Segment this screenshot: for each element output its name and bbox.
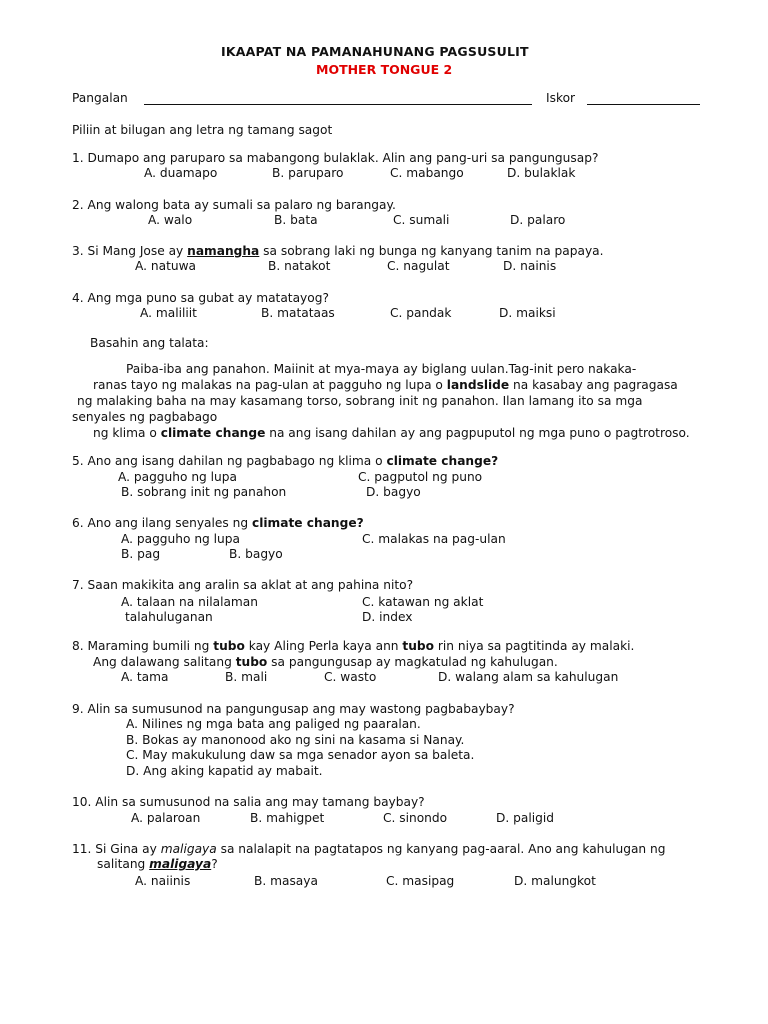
question-2: 2. Ang walong bata ay sumali sa palaro ng barangay. [72, 198, 396, 212]
q8-text-5: sa pangungusap ay magkatulad ng kahulugan. [267, 655, 558, 669]
q3-choice-d[interactable]: D. nainis [503, 259, 557, 273]
q2-choice-a[interactable]: A. walo [148, 213, 193, 227]
passage-line-5-end: na ang isang dahilan ay ang pagpuputol ng mga puno o pagtrotroso. [265, 426, 690, 440]
q11-text-2: sa nalalapit na pagtatapos ng kanyang pag-aaral. Ano ang kahulugan ng [216, 842, 666, 856]
q8-text-1: 8. Maraming bumili ng [72, 639, 214, 653]
passage-term-climate-change: climate change [160, 426, 266, 440]
q5-text-start: 5. Ano ang isang dahilan ng pagbabago ng klima o [72, 454, 387, 468]
score-label: Iskor [546, 91, 576, 105]
q6-choice-a[interactable]: A. pagguho ng lupa [121, 532, 240, 546]
q7-choice-b[interactable]: talahuluganan [125, 610, 213, 624]
q5-choice-c[interactable]: C. pagputol ng puno [358, 470, 483, 484]
question-10: 10. Alin sa sumusunod na salia ang may tamang baybay? [72, 795, 425, 809]
q5-choice-b[interactable]: B. sobrang init ng panahon [121, 485, 287, 499]
question-3 [72, 244, 604, 259]
question-7: 7. Saan makikita ang aralin sa aklat at ang pahina nito? [72, 578, 414, 592]
q3-text-start: 3. Si Mang Jose ay [72, 244, 188, 258]
q5-choice-a[interactable]: A. pagguho ng lupa [118, 470, 237, 484]
question-1: 1. Dumapo ang paruparo sa mabangong bulaklak. Alin ang pang-uri sa pangungusap? [72, 151, 599, 165]
q10-choice-c[interactable]: C. sinondo [383, 811, 448, 825]
q5-choice-d[interactable]: D. bagyo [366, 485, 421, 499]
instructions: Piliin at bilugan ang letra ng tamang sagot [72, 123, 333, 137]
q8-choice-b[interactable]: B. mali [225, 670, 268, 684]
q11-choice-a[interactable]: A. naiinis [135, 874, 191, 888]
name-label: Pangalan [72, 91, 128, 105]
q6-bold-term: climate change? [251, 516, 364, 530]
q8-text-4: Ang dalawang salitang [93, 655, 236, 669]
q8-term-tubo-2: tubo [402, 639, 435, 653]
question-6 [72, 516, 364, 531]
passage-term-landslide: landslide [446, 378, 510, 392]
q11-choice-c[interactable]: C. masipag [386, 874, 455, 888]
question-11-line-2 [97, 857, 218, 872]
q6-choice-d[interactable]: B. bagyo [229, 547, 283, 561]
q10-choice-b[interactable]: B. mahigpet [250, 811, 325, 825]
q3-text-end: sa sobrang laki ng bunga ng kanyang tanim na papaya. [259, 244, 604, 258]
q6-choice-c[interactable]: C. malakas na pag-ulan [362, 532, 506, 546]
passage-line-5-start: ng klima o [93, 426, 161, 440]
q3-choice-c[interactable]: C. nagulat [387, 259, 450, 273]
q8-choice-c[interactable]: C. wasto [324, 670, 377, 684]
question-9: 9. Alin sa sumusunod na pangungusap ang may wastong pagbabaybay? [72, 702, 515, 716]
q7-choice-c[interactable]: C. katawan ng aklat [362, 595, 484, 609]
q11-term-maligaya-2: maligaya [149, 857, 212, 871]
passage-line-3: ng malaking baha na may kasamang torso, sobrang init ng panahon. Ilan lamang ito sa mga [77, 394, 643, 408]
q2-choice-c[interactable]: C. sumali [393, 213, 450, 227]
score-blank-line[interactable] [587, 104, 700, 105]
q1-choice-b[interactable]: B. paruparo [272, 166, 344, 180]
q3-choice-b[interactable]: B. natakot [268, 259, 331, 273]
passage-line-2-end: na kasabay ang pagragasa [509, 378, 678, 392]
q11-choice-b[interactable]: B. masaya [254, 874, 318, 888]
q9-choice-a[interactable]: A. Nilines ng mga bata ang paliged ng paaralan. [126, 717, 421, 731]
q10-choice-a[interactable]: A. palaroan [131, 811, 201, 825]
question-5 [72, 454, 498, 469]
q4-choice-a[interactable]: A. maliliit [140, 306, 197, 320]
q8-term-tubo-1: tubo [213, 639, 245, 653]
q9-choice-b[interactable]: B. Bokas ay manonood ako ng sini na kasama si Nanay. [126, 733, 465, 747]
q8-choice-d[interactable]: D. walang alam sa kahulugan [438, 670, 619, 684]
q6-choice-b[interactable]: B. pag [121, 547, 161, 561]
q3-choice-a[interactable]: A. natuwa [135, 259, 197, 273]
name-blank-line[interactable] [144, 104, 532, 105]
passage-line-2-start: ranas tayo ng malakas na pag-ulan at pagguho ng lupa o [93, 378, 447, 392]
q6-text-start: 6. Ano ang ilang senyales ng [72, 516, 252, 530]
q4-choice-b[interactable]: B. matataas [261, 306, 335, 320]
q9-choice-c[interactable]: C. May makukulung daw sa mga senador ayon sa baleta. [126, 748, 475, 762]
q1-choice-c[interactable]: C. mabango [390, 166, 464, 180]
q8-choice-a[interactable]: A. tama [121, 670, 169, 684]
q8-text-2: kay Aling Perla kaya ann [244, 639, 403, 653]
q11-text-1: 11. Si Gina ay [72, 842, 161, 856]
exam-title: IKAAPAT NA PAMANAHUNANG PAGSUSULIT [221, 44, 529, 59]
q1-choice-a[interactable]: A. duamapo [144, 166, 218, 180]
q2-choice-d[interactable]: D. palaro [510, 213, 566, 227]
q4-choice-c[interactable]: C. pandak [390, 306, 452, 320]
question-11-line-1 [72, 842, 665, 857]
q11-choice-d[interactable]: D. malungkot [514, 874, 596, 888]
q10-choice-d[interactable]: D. paligid [496, 811, 554, 825]
q5-bold-term: climate change? [386, 454, 499, 468]
q1-choice-d[interactable]: D. bulaklak [507, 166, 576, 180]
q11-term-maligaya-1: maligaya [160, 842, 217, 856]
passage-line-2 [93, 378, 678, 393]
q7-choice-a[interactable]: A. talaan na nilalaman [121, 595, 258, 609]
passage-label: Basahin ang talata: [90, 336, 209, 350]
q7-choice-d[interactable]: D. index [362, 610, 413, 624]
q8-text-3: rin niya sa pagtitinda ay malaki. [434, 639, 635, 653]
question-4: 4. Ang mga puno sa gubat ay matatayog? [72, 291, 329, 305]
question-8-line-1 [72, 639, 634, 654]
q3-emphasized-word: namangha [187, 244, 260, 258]
q11-text-4: ? [211, 857, 218, 871]
q8-term-tubo-3: tubo [235, 655, 268, 669]
q2-choice-b[interactable]: B. bata [274, 213, 318, 227]
q11-text-3: salitang [97, 857, 150, 871]
question-8-line-2 [93, 655, 558, 670]
exam-subtitle: MOTHER TONGUE 2 [316, 62, 453, 77]
passage-line-4: senyales ng pagbabago [72, 410, 218, 424]
passage-line-1: Paiba-iba ang panahon. Maiinit at mya-maya ay biglang uulan.Tag-init pero nakaka- [126, 362, 637, 376]
q9-choice-d[interactable]: D. Ang aking kapatid ay mabait. [126, 764, 323, 778]
passage-line-5 [93, 426, 690, 441]
q4-choice-d[interactable]: D. maiksi [499, 306, 556, 320]
